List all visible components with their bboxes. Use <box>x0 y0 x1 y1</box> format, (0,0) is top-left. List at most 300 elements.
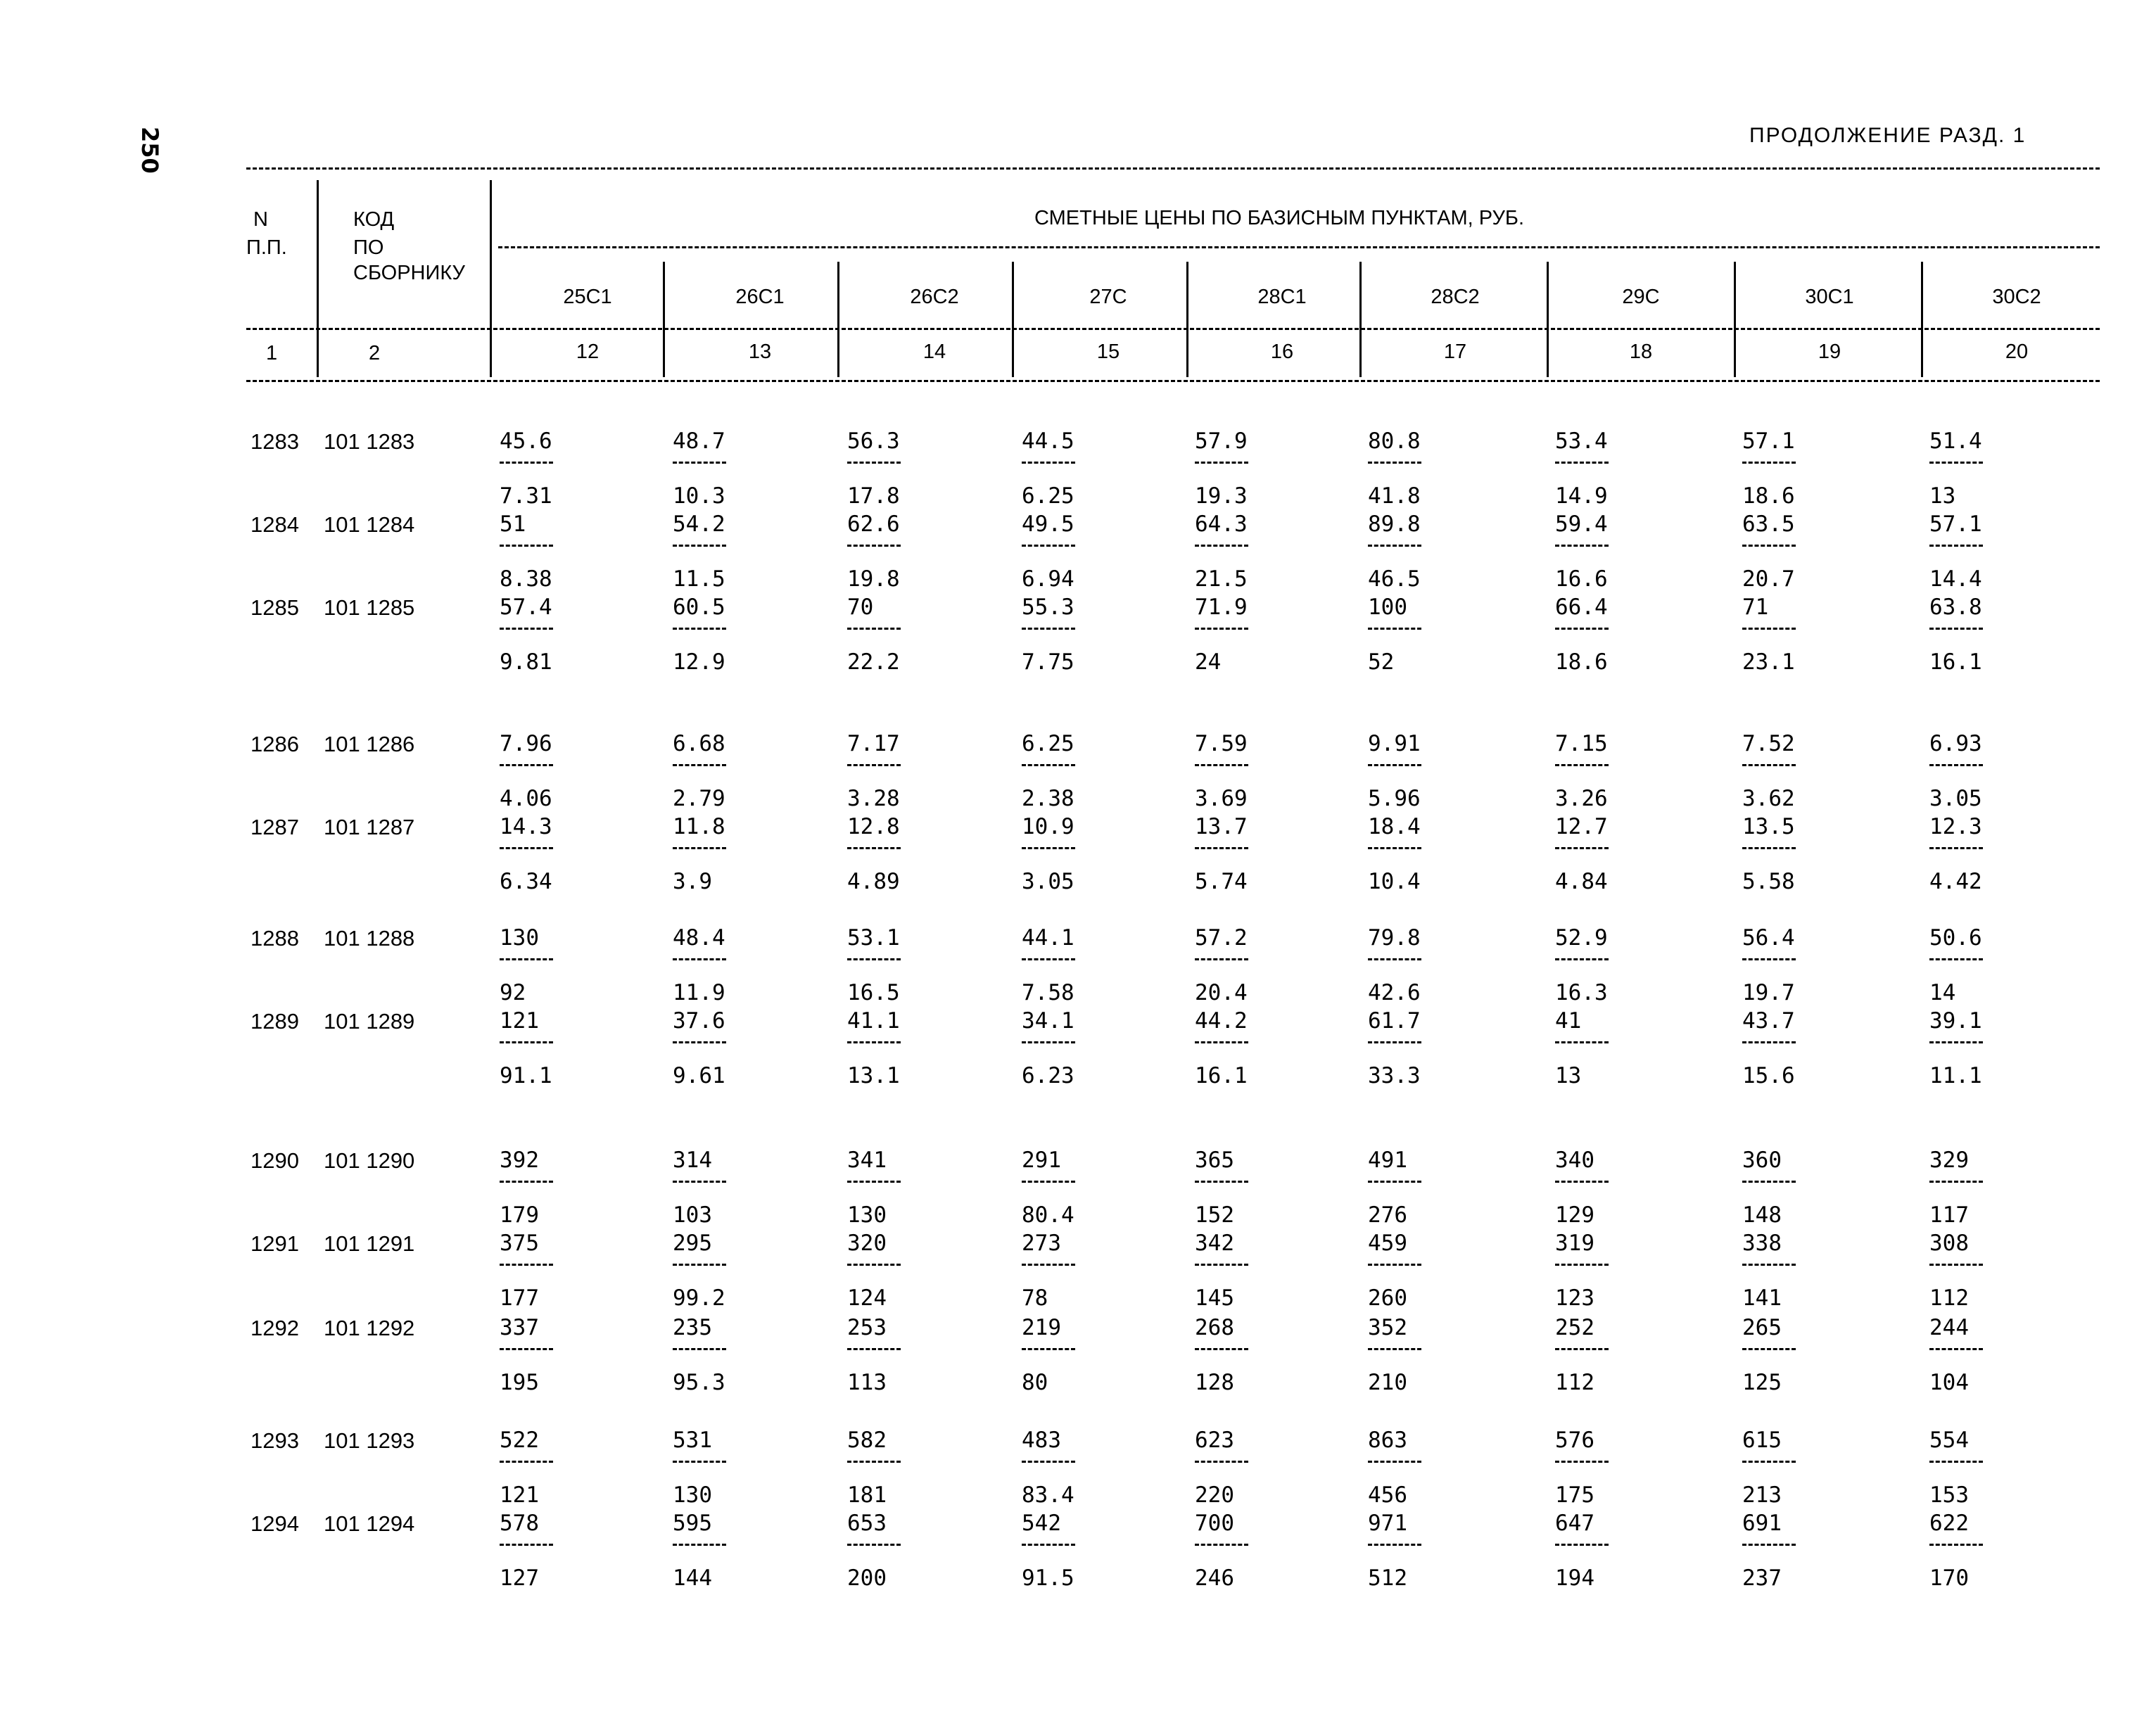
price-denominator: 9.81 <box>500 649 552 675</box>
row-number: 1285 <box>251 595 299 620</box>
price-numerator: 18.4 <box>1368 814 1421 839</box>
price-numerator: 62.6 <box>847 512 900 537</box>
fraction-line <box>847 1181 901 1183</box>
fraction-line <box>1195 628 1248 630</box>
price-denominator: 12.9 <box>673 649 725 675</box>
price-denominator: 124 <box>847 1285 887 1311</box>
fraction-line <box>500 1544 553 1546</box>
price-numerator: 89.8 <box>1368 512 1421 537</box>
price-numerator: 79.8 <box>1368 925 1421 951</box>
price-numerator: 56.3 <box>847 428 900 454</box>
fraction-line <box>1368 1544 1421 1546</box>
price-denominator: 175 <box>1555 1482 1594 1508</box>
price-numerator: 51 <box>500 512 526 537</box>
price-denominator: 91.1 <box>500 1063 552 1088</box>
fraction-line <box>1368 1348 1421 1350</box>
price-numerator: 70 <box>847 595 874 620</box>
price-numerator: 295 <box>673 1231 712 1256</box>
colnum-1: 1 <box>266 342 278 364</box>
price-denominator: 80.4 <box>1022 1202 1074 1228</box>
point-header-18: 29С <box>1622 286 1660 308</box>
price-numerator: 14.3 <box>500 814 552 839</box>
fraction-line <box>1022 1461 1075 1463</box>
price-denominator: 112 <box>1555 1370 1594 1395</box>
price-denominator: 210 <box>1368 1370 1407 1395</box>
fraction-line <box>847 462 901 464</box>
fraction-line <box>1555 1181 1609 1183</box>
fraction-line <box>1368 1264 1421 1266</box>
price-numerator: 691 <box>1742 1511 1782 1536</box>
price-denominator: 24 <box>1195 649 1222 675</box>
price-numerator: 57.1 <box>1742 428 1795 454</box>
price-numerator: 291 <box>1022 1148 1061 1173</box>
price-numerator: 57.9 <box>1195 428 1248 454</box>
header-code-line1: КОД <box>353 208 395 231</box>
price-denominator: 20.4 <box>1195 980 1248 1005</box>
price-denominator: 22.2 <box>847 649 900 675</box>
row-number: 1288 <box>251 926 299 951</box>
price-denominator: 5.74 <box>1195 869 1248 894</box>
price-numerator: 582 <box>847 1428 887 1453</box>
price-denominator: 3.05 <box>1022 869 1074 894</box>
price-numerator: 622 <box>1929 1511 1969 1536</box>
price-numerator: 12.7 <box>1555 814 1608 839</box>
fraction-line <box>500 847 553 849</box>
fraction-line <box>1742 1264 1796 1266</box>
fraction-line <box>1929 1264 1983 1266</box>
row-number: 1284 <box>251 512 299 537</box>
fraction-line <box>847 1041 901 1043</box>
row-code: 101 1291 <box>324 1231 415 1256</box>
price-numerator: 10.9 <box>1022 814 1074 839</box>
price-denominator: 10.4 <box>1368 869 1421 894</box>
price-numerator: 7.96 <box>500 731 552 756</box>
fraction-line <box>500 958 553 960</box>
price-denominator: 6.25 <box>1022 483 1074 509</box>
price-numerator: 57.1 <box>1929 512 1982 537</box>
fraction-line <box>673 545 726 547</box>
fraction-line <box>1022 545 1075 547</box>
price-numerator: 12.3 <box>1929 814 1982 839</box>
fraction-line <box>1195 1041 1248 1043</box>
price-numerator: 342 <box>1195 1231 1234 1256</box>
fraction-line <box>500 1348 553 1350</box>
fraction-line <box>500 1264 553 1266</box>
price-numerator: 647 <box>1555 1511 1594 1536</box>
price-denominator: 6.23 <box>1022 1063 1074 1088</box>
fraction-line <box>1555 847 1609 849</box>
price-numerator: 11.8 <box>673 814 725 839</box>
price-numerator: 55.3 <box>1022 595 1074 620</box>
fraction-line <box>500 462 553 464</box>
fraction-line <box>1022 628 1075 630</box>
price-denominator: 16.6 <box>1555 566 1608 592</box>
fraction-line <box>1929 764 1983 766</box>
fraction-line <box>1929 1544 1983 1546</box>
fraction-line <box>1742 1544 1796 1546</box>
colnum-16: 16 <box>1270 341 1294 363</box>
price-numerator: 365 <box>1195 1148 1234 1173</box>
column-numbers-rule <box>246 380 2100 382</box>
fraction-line <box>1022 1544 1075 1546</box>
price-numerator: 700 <box>1195 1511 1234 1536</box>
price-numerator: 337 <box>500 1315 539 1340</box>
price-denominator: 456 <box>1368 1482 1407 1508</box>
price-denominator: 7.31 <box>500 483 552 509</box>
price-denominator: 3.9 <box>673 869 712 894</box>
price-numerator: 44.5 <box>1022 428 1074 454</box>
row-number: 1289 <box>251 1009 299 1034</box>
page-number: 250 <box>137 127 163 174</box>
separator-n <box>317 180 319 377</box>
price-denominator: 3.69 <box>1195 786 1248 811</box>
price-numerator: 531 <box>673 1428 712 1453</box>
price-numerator: 653 <box>847 1511 887 1536</box>
fraction-line <box>673 764 726 766</box>
price-denominator: 33.3 <box>1368 1063 1421 1088</box>
fraction-line <box>1929 462 1983 464</box>
price-denominator: 3.62 <box>1742 786 1795 811</box>
price-numerator: 51.4 <box>1929 428 1982 454</box>
price-numerator: 308 <box>1929 1231 1969 1256</box>
fraction-line <box>1195 1264 1248 1266</box>
price-denominator: 4.89 <box>847 869 900 894</box>
fraction-line <box>1022 1348 1075 1350</box>
row-code: 101 1289 <box>324 1009 415 1034</box>
price-numerator: 44.2 <box>1195 1008 1248 1034</box>
price-denominator: 130 <box>847 1202 887 1228</box>
price-numerator: 66.4 <box>1555 595 1608 620</box>
fraction-line <box>847 628 901 630</box>
price-numerator: 352 <box>1368 1315 1407 1340</box>
price-numerator: 53.1 <box>847 925 900 951</box>
price-denominator: 128 <box>1195 1370 1234 1395</box>
price-denominator: 125 <box>1742 1370 1782 1395</box>
price-denominator: 4.84 <box>1555 869 1608 894</box>
fraction-line <box>1742 1041 1796 1043</box>
fraction-line <box>1555 1544 1609 1546</box>
price-numerator: 235 <box>673 1315 712 1340</box>
price-numerator: 9.91 <box>1368 731 1421 756</box>
price-numerator: 360 <box>1742 1148 1782 1173</box>
price-denominator: 91.5 <box>1022 1565 1074 1591</box>
fraction-line <box>1555 545 1609 547</box>
price-denominator: 5.96 <box>1368 786 1421 811</box>
separator-19 <box>1734 262 1736 377</box>
price-denominator: 276 <box>1368 1202 1407 1228</box>
fraction-line <box>1368 628 1421 630</box>
fraction-line <box>1195 847 1248 849</box>
price-numerator: 863 <box>1368 1428 1407 1453</box>
price-denominator: 92 <box>500 980 526 1005</box>
price-denominator: 246 <box>1195 1565 1234 1591</box>
colnum-12: 12 <box>576 341 600 363</box>
row-code: 101 1284 <box>324 512 415 537</box>
fraction-line <box>1555 764 1609 766</box>
price-denominator: 237 <box>1742 1565 1782 1591</box>
price-numerator: 48.4 <box>673 925 725 951</box>
price-denominator: 42.6 <box>1368 980 1421 1005</box>
colnum-19: 19 <box>1818 341 1841 363</box>
price-denominator: 10.3 <box>673 483 725 509</box>
price-denominator: 7.75 <box>1022 649 1074 675</box>
price-numerator: 329 <box>1929 1148 1969 1173</box>
price-numerator: 522 <box>500 1428 539 1453</box>
price-denominator: 5.58 <box>1742 869 1795 894</box>
row-code: 101 1292 <box>324 1316 415 1340</box>
price-numerator: 100 <box>1368 595 1407 620</box>
fraction-line <box>1368 545 1421 547</box>
fraction-line <box>1555 628 1609 630</box>
header-code-line3: СБОРНИКУ <box>353 262 465 284</box>
price-numerator: 6.25 <box>1022 731 1074 756</box>
row-number: 1286 <box>251 732 299 756</box>
fraction-line <box>1929 1348 1983 1350</box>
price-denominator: 130 <box>673 1482 712 1508</box>
row-number: 1287 <box>251 815 299 839</box>
price-numerator: 252 <box>1555 1315 1594 1340</box>
price-denominator: 6.34 <box>500 869 552 894</box>
price-numerator: 623 <box>1195 1428 1234 1453</box>
price-numerator: 340 <box>1555 1148 1594 1173</box>
colnum-2: 2 <box>369 342 381 364</box>
fraction-line <box>500 1181 553 1183</box>
price-numerator: 48.7 <box>673 428 725 454</box>
price-denominator: 200 <box>847 1565 887 1591</box>
fraction-line <box>1022 1041 1075 1043</box>
price-denominator: 83.4 <box>1022 1482 1074 1508</box>
fraction-line <box>1022 462 1075 464</box>
fraction-line <box>1742 1348 1796 1350</box>
fraction-line <box>1929 628 1983 630</box>
price-denominator: 141 <box>1742 1285 1782 1311</box>
price-numerator: 7.17 <box>847 731 900 756</box>
header-n: N <box>253 208 268 231</box>
colnum-15: 15 <box>1096 341 1120 363</box>
fraction-line <box>500 1041 553 1043</box>
fraction-line <box>673 1461 726 1463</box>
price-denominator: 78 <box>1022 1285 1048 1311</box>
price-denominator: 95.3 <box>673 1370 725 1395</box>
fraction-line <box>1742 1181 1796 1183</box>
price-denominator: 11.1 <box>1929 1063 1982 1088</box>
price-denominator: 21.5 <box>1195 566 1248 592</box>
price-numerator: 576 <box>1555 1428 1594 1453</box>
fraction-line <box>673 958 726 960</box>
price-numerator: 7.52 <box>1742 731 1795 756</box>
price-numerator: 71.9 <box>1195 595 1248 620</box>
fraction-line <box>500 628 553 630</box>
fraction-line <box>1368 1041 1421 1043</box>
fraction-line <box>1195 1348 1248 1350</box>
price-numerator: 34.1 <box>1022 1008 1074 1034</box>
fraction-line <box>1555 1041 1609 1043</box>
price-numerator: 57.2 <box>1195 925 1248 951</box>
price-denominator: 7.58 <box>1022 980 1074 1005</box>
fraction-line <box>1022 847 1075 849</box>
price-denominator: 4.06 <box>500 786 552 811</box>
fraction-line <box>1929 1041 1983 1043</box>
price-numerator: 59.4 <box>1555 512 1608 537</box>
price-denominator: 4.42 <box>1929 869 1982 894</box>
fraction-line <box>1555 1461 1609 1463</box>
price-numerator: 375 <box>500 1231 539 1256</box>
fraction-line <box>847 958 901 960</box>
price-numerator: 121 <box>500 1008 539 1034</box>
continuation-label: ПРОДОЛЖЕНИЕ РАЗД. 1 <box>1749 124 2027 147</box>
price-denominator: 512 <box>1368 1565 1407 1591</box>
fraction-line <box>1368 847 1421 849</box>
price-numerator: 80.8 <box>1368 428 1421 454</box>
separator-20 <box>1921 262 1923 377</box>
point-header-15: 27С <box>1089 286 1127 308</box>
price-numerator: 63.5 <box>1742 512 1795 537</box>
price-denominator: 46.5 <box>1368 566 1421 592</box>
fraction-line <box>847 1544 901 1546</box>
price-denominator: 3.26 <box>1555 786 1608 811</box>
price-denominator: 52 <box>1368 649 1395 675</box>
price-numerator: 50.6 <box>1929 925 1982 951</box>
price-numerator: 578 <box>500 1511 539 1536</box>
fraction-line <box>1022 764 1075 766</box>
fraction-line <box>1742 628 1796 630</box>
point-header-12: 25С1 <box>563 286 612 308</box>
price-numerator: 53.4 <box>1555 428 1608 454</box>
fraction-line <box>1929 545 1983 547</box>
price-denominator: 16.1 <box>1929 649 1982 675</box>
fraction-line <box>673 1544 726 1546</box>
price-denominator: 16.5 <box>847 980 900 1005</box>
price-denominator: 127 <box>500 1565 539 1591</box>
row-code: 101 1285 <box>324 595 415 620</box>
price-denominator: 3.05 <box>1929 786 1982 811</box>
price-numerator: 12.8 <box>847 814 900 839</box>
price-numerator: 319 <box>1555 1231 1594 1256</box>
price-denominator: 153 <box>1929 1482 1969 1508</box>
fraction-line <box>847 764 901 766</box>
prices-title: СМЕТНЫЕ ЦЕНЫ ПО БАЗИСНЫМ ПУНКТАМ, РУБ. <box>1034 207 1524 229</box>
price-numerator: 314 <box>673 1148 712 1173</box>
fraction-line <box>1368 958 1421 960</box>
price-denominator: 99.2 <box>673 1285 725 1311</box>
price-numerator: 43.7 <box>1742 1008 1795 1034</box>
fraction-line <box>847 1264 901 1266</box>
price-denominator: 80 <box>1022 1370 1048 1395</box>
fraction-line <box>1555 958 1609 960</box>
fraction-line <box>1368 1461 1421 1463</box>
header-code-line2: ПО <box>353 236 384 259</box>
price-denominator: 11.9 <box>673 980 725 1005</box>
price-denominator: 16.3 <box>1555 980 1608 1005</box>
fraction-line <box>673 462 726 464</box>
row-number: 1292 <box>251 1316 299 1340</box>
price-numerator: 54.2 <box>673 512 725 537</box>
price-denominator: 13 <box>1929 483 1956 509</box>
price-denominator: 41.8 <box>1368 483 1421 509</box>
price-denominator: 144 <box>673 1565 712 1591</box>
price-numerator: 338 <box>1742 1231 1782 1256</box>
row-code: 101 1287 <box>324 815 415 839</box>
price-denominator: 19.8 <box>847 566 900 592</box>
price-numerator: 341 <box>847 1148 887 1173</box>
price-numerator: 61.7 <box>1368 1008 1421 1034</box>
price-numerator: 273 <box>1022 1231 1061 1256</box>
price-denominator: 123 <box>1555 1285 1594 1311</box>
fraction-line <box>847 1348 901 1350</box>
price-denominator: 14.4 <box>1929 566 1982 592</box>
price-denominator: 129 <box>1555 1202 1594 1228</box>
price-numerator: 392 <box>500 1148 539 1173</box>
header-rule <box>246 328 2100 330</box>
price-numerator: 268 <box>1195 1315 1234 1340</box>
price-numerator: 56.4 <box>1742 925 1795 951</box>
fraction-line <box>1929 1181 1983 1183</box>
fraction-line <box>1555 1348 1609 1350</box>
price-denominator: 112 <box>1929 1285 1969 1311</box>
fraction-line <box>1368 764 1421 766</box>
price-denominator: 20.7 <box>1742 566 1795 592</box>
price-denominator: 9.61 <box>673 1063 725 1088</box>
price-numerator: 542 <box>1022 1511 1061 1536</box>
fraction-line <box>1929 1461 1983 1463</box>
price-denominator: 260 <box>1368 1285 1407 1311</box>
row-number: 1291 <box>251 1231 299 1256</box>
fraction-line <box>673 1181 726 1183</box>
price-numerator: 71 <box>1742 595 1769 620</box>
colnum-18: 18 <box>1629 341 1653 363</box>
point-header-16: 28С1 <box>1257 286 1307 308</box>
price-numerator: 483 <box>1022 1428 1061 1453</box>
fraction-line <box>1929 958 1983 960</box>
fraction-line <box>1742 462 1796 464</box>
fraction-line <box>1195 764 1248 766</box>
price-denominator: 18.6 <box>1742 483 1795 509</box>
price-numerator: 63.8 <box>1929 595 1982 620</box>
separator-code <box>490 180 492 377</box>
point-header-20: 30С2 <box>1992 286 2041 308</box>
price-numerator: 13.5 <box>1742 814 1795 839</box>
fraction-line <box>1195 1544 1248 1546</box>
price-denominator: 117 <box>1929 1202 1969 1228</box>
row-code: 101 1290 <box>324 1148 415 1173</box>
price-denominator: 14.9 <box>1555 483 1608 509</box>
fraction-line <box>847 1461 901 1463</box>
price-denominator: 103 <box>673 1202 712 1228</box>
price-denominator: 179 <box>500 1202 539 1228</box>
fraction-line <box>500 1461 553 1463</box>
point-header-13: 26С1 <box>735 286 785 308</box>
price-denominator: 152 <box>1195 1202 1234 1228</box>
price-numerator: 7.59 <box>1195 731 1248 756</box>
price-numerator: 60.5 <box>673 595 725 620</box>
row-code: 101 1288 <box>324 926 415 951</box>
price-numerator: 13.7 <box>1195 814 1248 839</box>
price-denominator: 3.28 <box>847 786 900 811</box>
price-denominator: 23.1 <box>1742 649 1795 675</box>
price-numerator: 320 <box>847 1231 887 1256</box>
fraction-line <box>847 847 901 849</box>
price-denominator: 177 <box>500 1285 539 1311</box>
price-numerator: 41 <box>1555 1008 1582 1034</box>
fraction-line <box>1742 1461 1796 1463</box>
colnum-20: 20 <box>2005 341 2029 363</box>
row-number: 1290 <box>251 1148 299 1173</box>
header-pp: П.П. <box>246 236 287 259</box>
price-denominator: 113 <box>847 1370 887 1395</box>
price-denominator: 213 <box>1742 1482 1782 1508</box>
fraction-line <box>673 1041 726 1043</box>
point-header-14: 26С2 <box>910 286 959 308</box>
